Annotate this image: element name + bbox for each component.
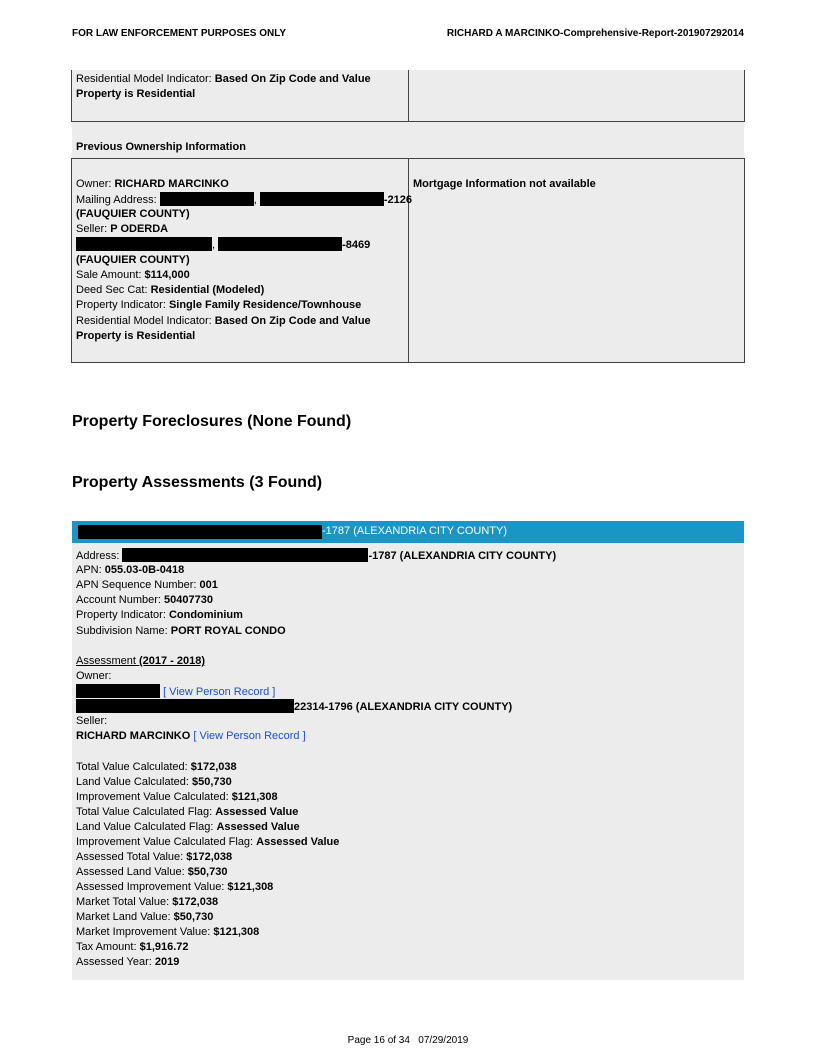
rmi-label: Residential Model Indicator: (76, 315, 215, 327)
redaction (160, 192, 254, 206)
property-indicator-value: Single Family Residence/Townhouse (168, 299, 362, 311)
seller-zip: -8469 (342, 239, 371, 251)
account-label: Account Number: (76, 594, 165, 606)
rmi-value: Based On Zip Code and Value (214, 73, 371, 85)
view-person-record-link[interactable]: [ View Person Record ] (163, 686, 276, 698)
value-row: Total Value Calculated: $172,038 (76, 761, 237, 773)
property-indicator-label: Property Indicator: (76, 609, 169, 621)
seller-county: (FAUQUIER COUNTY) (76, 254, 190, 266)
value-row: Land Value Calculated: $50,730 (76, 776, 232, 788)
assessment-header-band (72, 521, 744, 543)
value-row: Market Improvement Value: $121,308 (76, 926, 260, 938)
previous-box-continued (71, 70, 745, 122)
subdivision-value: PORT ROYAL CONDO (170, 625, 286, 637)
redaction (76, 684, 160, 698)
mortgage-info: Mortgage Information not available (413, 178, 596, 190)
seller-value: P ODERDA (110, 223, 169, 235)
rmi-value-2: Property is Residential (76, 88, 196, 100)
sale-value: $114,000 (144, 269, 190, 281)
seller-label: Seller: (76, 223, 111, 235)
apn-seq-label: APN Sequence Number: (76, 579, 200, 591)
view-person-record-link[interactable]: [ View Person Record ] (193, 730, 306, 742)
redaction (76, 237, 212, 251)
apn-seq-value: 001 (199, 579, 218, 591)
property-indicator-value: Condominium (168, 609, 243, 621)
column-divider (408, 70, 409, 121)
foreclosures-title: Property Foreclosures (None Found) (72, 413, 352, 430)
header-right: RICHARD A MARCINKO-Comprehensive-Report-201907292014 (446, 28, 744, 39)
value-row: Assessed Land Value: $50,730 (76, 866, 228, 878)
column-divider (408, 159, 409, 362)
deed-label: Deed Sec Cat: (76, 284, 151, 296)
seller-label: Seller: (76, 715, 108, 727)
rmi-value-2: Property is Residential (76, 330, 196, 342)
seller-name: RICHARD MARCINKO (76, 730, 191, 742)
previous-ownership-box: Owner: RICHARD MARCINKO Mailing Address: , -2126 (FAUQUIER COUNTY) Seller: P ODERDA , -8469 (FAUQUIER COUNTY) Sale Amount: $114,000 Deed Sec Cat: Residential (Modeled) Property Indicator: Single Family Residence/Townhouse Residential Model Indicator: Based On Zip Code and Value Property is Residential Mortgage Information not available (71, 158, 745, 363)
value-row: Market Land Value: $50,730 (76, 911, 214, 923)
subdivision-label: Subdivision Name: (76, 625, 171, 637)
mailing-zip: -2126 (383, 194, 412, 206)
mailing-label: Mailing Address: (76, 194, 160, 206)
assessment-years: (2017 - 2018) (135, 655, 206, 667)
value-row: Land Value Calculated Flag: Assessed Value (76, 821, 300, 833)
value-row: Assessed Total Value: $172,038 (76, 851, 233, 863)
redaction (260, 192, 384, 206)
value-row: Assessed Year: 2019 (76, 956, 180, 968)
owner-label: Owner: (76, 178, 115, 190)
address-value: -1787 (ALEXANDRIA CITY COUNTY) (368, 550, 557, 562)
address-label: Address: (76, 550, 123, 562)
account-value: 50407730 (164, 594, 213, 606)
header-left: FOR LAW ENFORCEMENT PURPOSES ONLY (72, 28, 287, 39)
value-row: Total Value Calculated Flag: Assessed Value (76, 806, 299, 818)
assessment-band-text: -1787 (ALEXANDRIA CITY COUNTY) (322, 525, 508, 537)
page-footer: Page 16 of 34 07/29/2019 (347, 1035, 469, 1046)
apn-value: 055.03-0B-0418 (104, 564, 185, 576)
value-row: Improvement Value Calculated: $121,308 (76, 791, 278, 803)
property-indicator-label: Property Indicator: (76, 299, 169, 311)
assessments-title: Property Assessments (3 Found) (72, 474, 323, 491)
apn-label: APN: (76, 564, 105, 576)
mailing-county: (FAUQUIER COUNTY) (76, 208, 190, 220)
sale-label: Sale Amount: (76, 269, 145, 281)
owner-address: 22314-1796 (ALEXANDRIA CITY COUNTY) (294, 701, 513, 713)
previous-ownership-header (72, 122, 744, 158)
value-row: Improvement Value Calculated Flag: Assessed Value (76, 836, 340, 848)
redaction (218, 237, 342, 251)
deed-value: Residential (Modeled) (150, 284, 265, 296)
rmi-value: Based On Zip Code and Value (214, 315, 371, 327)
value-row: Assessed Improvement Value: $121,308 (76, 881, 274, 893)
redaction (76, 699, 294, 713)
rmi-label: Residential Model Indicator: (76, 73, 215, 85)
value-row: Market Total Value: $172,038 (76, 896, 219, 908)
redaction (78, 525, 322, 539)
owner-label: Owner: (76, 670, 112, 682)
assessment-panel (72, 543, 744, 980)
assessment-label: Assessment (76, 655, 136, 667)
redaction (122, 548, 368, 562)
value-row: Tax Amount: $1,916.72 (76, 941, 189, 953)
previous-ownership-title: Previous Ownership Information (76, 141, 246, 153)
owner-value: RICHARD MARCINKO (114, 178, 229, 190)
